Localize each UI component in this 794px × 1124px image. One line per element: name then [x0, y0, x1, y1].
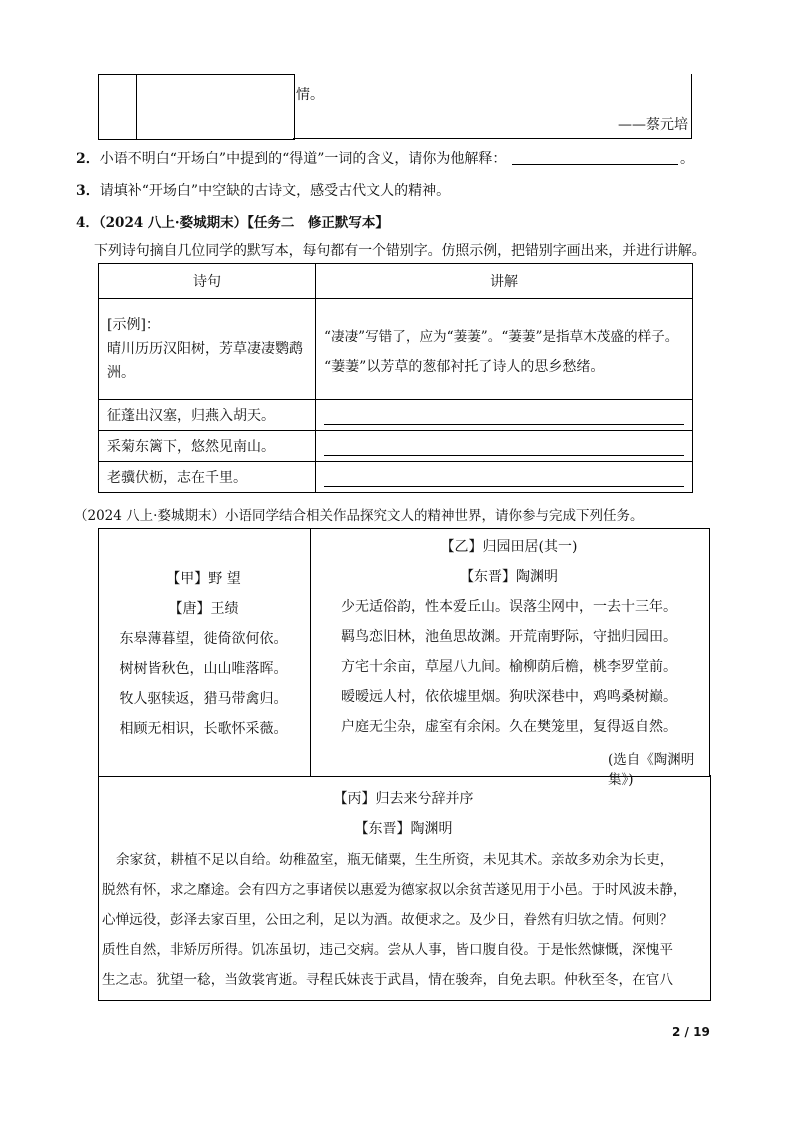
answer-cell-3[interactable] [316, 462, 693, 493]
reading-table [98, 528, 711, 1002]
poem-row-1: 征蓬出汉塞，归燕入胡天。 [99, 400, 316, 431]
question-4-number: 4． [76, 215, 99, 231]
jia-line: 东皋薄暮望，徙倚欲何依。 [119, 631, 288, 647]
question-3-text: 请填补“开场白”中空缺的古诗文，感受古代文人的精神。 [99, 183, 451, 199]
example-poem-cell [99, 299, 316, 400]
jia-line: 相顾无相识，长歌怀采薇。 [119, 721, 288, 737]
jia-line: 牧人驱犊返，猎马带禽归。 [119, 691, 288, 707]
question-4-task: 【任务二 修正默写本】 [247, 215, 389, 231]
bing-line: 脱然有怀，求之靡途。会有四方之事诸侯以惠爱为德家叔以余贫苦遂见用于小邑。于时风波未静， [102, 882, 687, 898]
yi-author: 【东晋】陶渊明 [460, 569, 558, 585]
bing-line: 余家贫，耕植不足以自给。幼稚盈室，瓶无储粟，生生所资，未见其术。亲故多劝余为长吏， [116, 852, 674, 868]
question-2 [76, 148, 506, 168]
bing-line: 心惮远役，彭泽去家百里，公田之利，足以为酒。故便求之。及少日，眷然有归欤之情。何则？ [102, 912, 673, 928]
yi-line: 暧暧远人村，依依墟里烟。狗吠深巷中，鸡鸣桑树巅。 [341, 689, 677, 705]
answer-blank[interactable] [324, 414, 684, 425]
jia-author: 【唐】王绩 [168, 601, 239, 617]
answer-cell-2[interactable] [316, 431, 693, 462]
question-3-number: 3． [76, 183, 100, 199]
example-explain-cell [316, 299, 693, 400]
yi-line: 方宅十余亩，草屋八九间。榆柳荫后檐，桃李罗堂前。 [341, 659, 677, 675]
yi-line: 少无适俗韵，性本爱丘山。误落尘网中，一去十三年。 [341, 599, 677, 615]
example-poem-line: 晴川历历汉阳树，芳草凄凄鹦鹉 [107, 341, 303, 357]
example-explain-line: “凄凄”写错了，应为“萋萋”。“萋萋”是指草木茂盛的样子。 [324, 329, 679, 345]
answer-cell-1[interactable] [316, 400, 693, 431]
fragment-table [98, 74, 692, 140]
bing-text [102, 845, 708, 995]
jia-poem [98, 564, 309, 744]
question-2-text: 小语不明白“开场白”中提到的“得道”一词的含义，请你为他解释： [99, 151, 507, 167]
poem-row-3: 老骥伏枥，志在千里。 [99, 462, 316, 493]
jia-line: 树树皆秋色，山山唯落晖。 [119, 661, 288, 677]
header-poem: 诗句 [99, 264, 316, 299]
poem-row-2: 采菊东篱下，悠然见南山。 [99, 431, 316, 462]
yi-title: 【乙】归园田居(其一) [440, 539, 578, 555]
example-label: [示例]： [107, 317, 160, 333]
question-2-number: 2． [76, 151, 100, 167]
answer-blank[interactable] [324, 445, 684, 456]
example-poem-line: 洲。 [107, 365, 135, 381]
yi-line: 户庭无尘杂，虚室有余闲。久在樊笼里，复得返自然。 [341, 719, 677, 735]
question-4-intro: 下列诗句摘自几位同学的默写本，每句都有一个错别字。仿照示例，把错别字画出来，并进行讲解。 [94, 243, 706, 259]
fragment-cell-1 [98, 74, 137, 140]
header-explain: 讲解 [316, 264, 693, 299]
page-number: 2 / 19 [672, 1025, 710, 1039]
question-2-end: 。 [680, 151, 694, 167]
fragment-cell-2 [136, 74, 295, 140]
bing-title: 【丙】归去来兮辞并序 [333, 791, 474, 807]
bing-author: 【东晋】陶渊明 [354, 821, 453, 837]
fragment-author: ——蔡元培 [618, 117, 688, 133]
question-4-source: （2024 八上·婺城期末） [98, 215, 248, 231]
question-3 [76, 180, 450, 200]
yi-poem [309, 532, 709, 742]
example-explain-line: “萋萋”以芳草的葱郁衬托了诗人的思乡愁绪。 [324, 359, 605, 375]
fragment-text: 情。 [296, 87, 324, 103]
reading-intro: （2024 八上·婺城期末）小语同学结合相关作品探究文人的精神世界，请你参与完成下列任务。 [74, 508, 644, 524]
answer-blank-q2[interactable] [512, 164, 678, 165]
answer-blank[interactable] [324, 476, 684, 487]
yi-source: (选自《陶渊明集》) [608, 752, 695, 788]
bing-line: 质性自然，非矫厉所得。饥冻虽切，违己交病。尝从人事，皆口腹自役。于是怅然慷慨，深愧平 [102, 942, 673, 958]
task-table [98, 263, 693, 493]
bing-heading [98, 784, 709, 844]
question-4-heading [76, 211, 389, 231]
yi-line: 羁鸟恋旧林，池鱼思故渊。开荒南野际，守拙归园田。 [341, 629, 677, 645]
jia-title: 【甲】野 望 [166, 571, 241, 587]
bing-line: 生之志。犹望一稔，当敛裳宵逝。寻程氏妹丧于武昌，情在骏奔，自免去职。仲秋至冬，在官八 [102, 972, 673, 988]
